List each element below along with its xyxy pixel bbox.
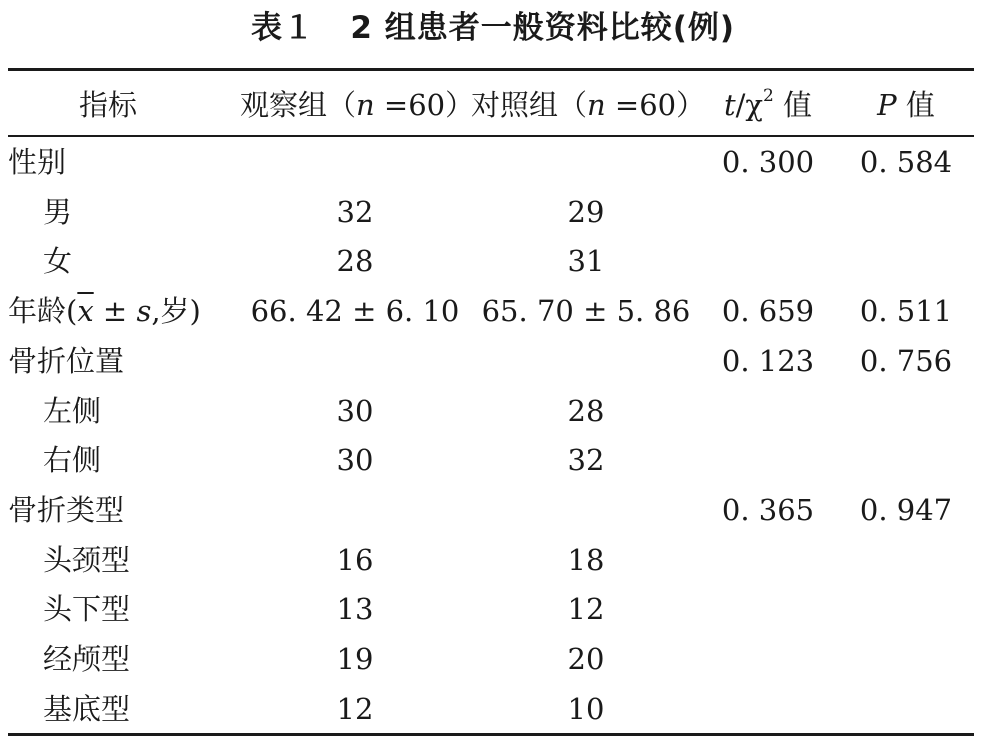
control-value: 20 (567, 642, 605, 676)
table-row (8, 286, 974, 336)
p-value: 0. 584 (859, 145, 953, 179)
bottom-rule (8, 733, 974, 736)
observation-value: 13 (336, 592, 374, 627)
row-label (43, 535, 130, 585)
row-label (43, 584, 130, 634)
header-p-letter: P (877, 88, 897, 122)
observation-value: 30 (336, 443, 374, 478)
table-header (8, 80, 974, 130)
table-row (8, 535, 974, 585)
row-label-text: 男 (43, 194, 73, 229)
age-label-xbar: $\overline{x}$ (77, 294, 94, 329)
row-label-text: 女 (43, 244, 73, 279)
observation-value: 30 (336, 393, 374, 428)
table-row (8, 187, 974, 237)
observation-value: 32 (336, 194, 374, 229)
row-label-text: 左侧 (43, 393, 102, 428)
row-label (43, 187, 72, 237)
row-label-text: 骨折位置 (8, 343, 125, 378)
header-stat-chi: /χ (735, 88, 763, 122)
row-label (43, 634, 130, 684)
p-value: 0. 511 (859, 294, 953, 329)
age-label-pm: ± (93, 294, 137, 329)
header-ctl-suffix: =60） (605, 88, 706, 122)
table-row (8, 137, 974, 187)
header-control-group (471, 80, 706, 130)
row-label (8, 286, 201, 336)
control-value: 32 (567, 443, 605, 478)
header-statistic (708, 80, 828, 130)
row-label (8, 485, 124, 535)
control-value: 12 (567, 592, 605, 627)
header-stat-sup: 2 (762, 86, 774, 107)
table-row (8, 386, 974, 436)
row-label (8, 336, 124, 386)
header-ctl-n: n (587, 88, 606, 122)
top-rule (8, 68, 974, 71)
age-label-unit: ,岁) (151, 294, 201, 329)
observation-value: 28 (336, 244, 374, 279)
control-value: 28 (567, 393, 605, 428)
control-value: 29 (567, 194, 605, 229)
header-obs-n: n (356, 88, 375, 122)
header-obs-suffix: =60） (374, 88, 475, 122)
statistic-value: 0. 300 (721, 145, 815, 179)
row-label-text: 头下型 (43, 592, 131, 627)
table-row (8, 584, 974, 634)
observation-value: 66. 42 ± 6. 10 (250, 294, 460, 329)
observation-value: 19 (336, 642, 374, 676)
header-stat-t: t (723, 88, 736, 122)
row-label-text: 右侧 (43, 443, 102, 478)
table-title-text: 2 组患者一般资料比较(例) (350, 10, 736, 46)
header-obs-prefix: 观察组（ (240, 88, 357, 122)
control-value: 10 (567, 691, 605, 726)
row-label-text: 年龄 (8, 294, 67, 329)
statistic-value: 0. 123 (721, 343, 815, 378)
row-label (43, 435, 101, 485)
control-value: 65. 70 ± 5. 86 (481, 294, 691, 329)
row-label (43, 236, 72, 286)
observation-value: 16 (336, 542, 374, 577)
table-row (8, 634, 974, 684)
table-title (0, 6, 986, 50)
table-row (8, 684, 974, 734)
row-label-text: 经颅型 (43, 642, 131, 676)
header-ctl-prefix: 对照组（ (471, 88, 588, 122)
table-row (8, 336, 974, 386)
statistic-value: 0. 365 (721, 492, 815, 527)
table-title-prefix: 表１ (250, 10, 315, 46)
header-p-suffix: 值 (896, 88, 935, 122)
row-label (8, 137, 66, 187)
observation-value: 12 (336, 691, 374, 726)
header-observation-group (240, 80, 475, 130)
header-stat-suffix: 值 (773, 88, 813, 122)
table-row (8, 435, 974, 485)
control-value: 31 (567, 244, 605, 279)
p-value: 0. 947 (859, 492, 953, 527)
row-label-text: 基底型 (43, 691, 131, 726)
row-label-text: 骨折类型 (8, 492, 125, 527)
table-row (8, 485, 974, 535)
row-label (43, 386, 101, 436)
p-value: 0. 756 (859, 343, 953, 378)
header-indicator: 指标 (78, 88, 137, 122)
row-label-text: 性别 (8, 145, 67, 179)
age-label-s: s (136, 294, 152, 329)
row-label-text: 头颈型 (43, 542, 131, 577)
age-label-open: ( (66, 294, 78, 329)
table-row (8, 236, 974, 286)
statistic-value: 0. 659 (721, 294, 815, 329)
control-value: 18 (567, 542, 605, 577)
row-label (43, 684, 130, 734)
header-p-value (846, 80, 966, 130)
